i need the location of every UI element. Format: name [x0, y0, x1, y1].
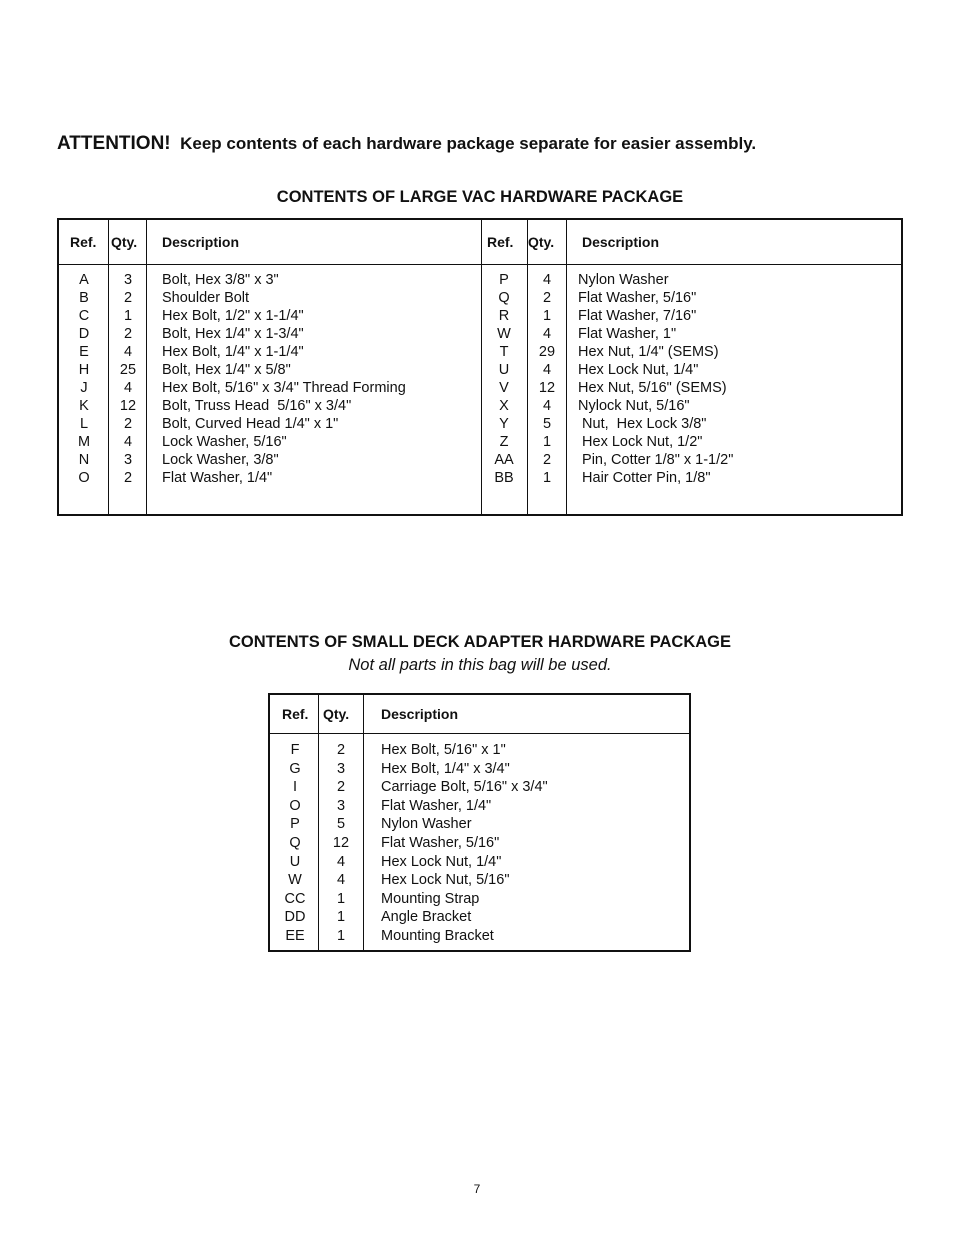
large-left-ref: H: [78, 362, 90, 378]
large-left-description: Lock Washer, 5/16": [162, 434, 287, 450]
small-row-description: Flat Washer, 1/4": [381, 797, 492, 814]
small-header-ref: Ref.: [282, 706, 309, 722]
large-right-qty: 4: [542, 272, 552, 288]
large-right-ref: Y: [499, 416, 509, 432]
large-right-description: Hex Nut, 5/16" (SEMS): [578, 380, 727, 396]
large-left-description: Hex Bolt, 5/16" x 3/4" Thread Forming: [162, 380, 406, 396]
large-right-column: [482, 271, 526, 487]
large-left-qty: 2: [123, 416, 133, 432]
large-right-qty: 12: [538, 380, 556, 396]
large-left-description: Hex Bolt, 1/4" x 1-1/4": [162, 344, 304, 360]
attention-text: Keep contents of each hardware package separate for easier assembly.: [180, 134, 757, 153]
large-left-qty: 4: [123, 380, 133, 396]
large-right-qty: 4: [542, 398, 552, 414]
large-left-column: [110, 271, 146, 487]
large-package-table: [57, 218, 903, 516]
small-row-qty: 4: [336, 872, 346, 889]
large-right-qty: 1: [542, 308, 552, 324]
large-right-ref: V: [499, 380, 509, 396]
large-right-ref: R: [498, 308, 510, 324]
large-left-qty: 3: [123, 272, 133, 288]
small-header-qty: Qty.: [323, 706, 350, 722]
small-package-table: [268, 693, 691, 952]
large-right-column: [528, 271, 566, 487]
large-right-description: Hex Lock Nut, 1/4": [578, 362, 699, 378]
large-left-qty: 2: [123, 290, 133, 306]
large-right-column: [578, 271, 733, 487]
small-row-description: Flat Washer, 5/16": [381, 834, 500, 851]
large-right-description: Hex Nut, 1/4" (SEMS): [578, 344, 719, 360]
large-left-qty: 2: [123, 326, 133, 342]
small-row-ref: DD: [284, 909, 306, 926]
large-right-qty: 1: [542, 434, 552, 450]
large-left-column: [61, 271, 107, 487]
small-row-column: [320, 741, 362, 946]
header-description-right: Description: [582, 234, 660, 250]
large-right-ref: AA: [494, 452, 514, 468]
large-left-qty: 4: [123, 434, 133, 450]
large-right-ref: U: [498, 362, 510, 378]
small-row-column: [381, 741, 548, 946]
small-row-qty: 4: [336, 853, 346, 870]
small-row-description: Carriage Bolt, 5/16" x 3/4": [381, 779, 548, 796]
large-right-qty: 2: [542, 290, 552, 306]
small-row-ref: CC: [284, 890, 306, 907]
large-right-description: Flat Washer, 5/16": [578, 290, 697, 306]
large-left-ref: D: [78, 326, 90, 342]
small-row-description: Mounting Bracket: [381, 927, 494, 944]
small-row-ref: I: [292, 779, 298, 796]
small-row-description: Hex Lock Nut, 1/4": [381, 853, 502, 870]
large-left-ref: E: [79, 344, 89, 360]
large-right-description: Flat Washer, 7/16": [578, 308, 697, 324]
small-row-qty: 3: [336, 797, 346, 814]
large-left-ref: N: [78, 452, 90, 468]
small-row-qty: 2: [336, 742, 346, 758]
small-row-description: Nylon Washer: [381, 816, 472, 833]
small-row-description: Mounting Strap: [381, 890, 480, 907]
header-ref-right: Ref.: [487, 234, 514, 250]
large-right-description: Nylon Washer: [578, 272, 669, 288]
header-qty-left: Qty.: [111, 234, 138, 250]
small-row-qty: 12: [332, 834, 350, 851]
large-left-description: Bolt, Curved Head 1/4" x 1": [162, 416, 339, 432]
small-row-description: Hex Bolt, 1/4" x 3/4": [381, 760, 510, 777]
small-row-description: Angle Bracket: [381, 909, 472, 926]
small-row-description: Hex Bolt, 5/16" x 1": [381, 742, 506, 758]
large-left-ref: K: [79, 398, 89, 414]
header-ref-left: Ref.: [70, 234, 97, 250]
large-left-qty: 12: [119, 398, 137, 414]
large-left-description: Bolt, Hex 1/4" x 1-3/4": [162, 326, 304, 342]
small-row-ref: Q: [289, 834, 301, 851]
large-right-description: Nut, Hex Lock 3/8": [578, 416, 707, 432]
large-left-qty: 1: [123, 308, 133, 324]
attention-lead: ATTENTION!: [57, 133, 171, 154]
large-right-description: Nylock Nut, 5/16": [578, 398, 690, 414]
large-right-qty: 2: [542, 452, 552, 468]
small-row-ref: W: [288, 872, 302, 889]
small-header-description: Description: [381, 706, 459, 722]
small-row-ref: F: [290, 742, 300, 758]
large-left-ref: O: [78, 470, 90, 486]
small-row-qty: 5: [336, 816, 346, 833]
large-right-description: Hair Cotter Pin, 1/8": [578, 470, 711, 486]
header-description-left: Description: [162, 234, 240, 250]
large-left-ref: A: [79, 272, 89, 288]
small-row-qty: 1: [336, 927, 346, 944]
large-left-qty: 3: [123, 452, 133, 468]
large-left-description: Lock Washer, 3/8": [162, 452, 279, 468]
large-left-qty: 25: [119, 362, 137, 378]
small-package-subtitle: Not all parts in this bag will be used.: [348, 656, 612, 674]
small-row-ref: P: [290, 816, 300, 833]
small-row-description: Hex Lock Nut, 5/16": [381, 872, 510, 889]
large-right-ref: P: [499, 272, 509, 288]
large-left-ref: J: [80, 380, 88, 396]
large-right-ref: BB: [494, 470, 514, 486]
large-left-description: Hex Bolt, 1/2" x 1-1/4": [162, 308, 304, 324]
small-row-qty: 3: [336, 760, 346, 777]
large-left-description: Bolt, Hex 1/4" x 5/8": [162, 362, 291, 378]
large-left-ref: B: [79, 290, 89, 306]
small-row-ref: G: [289, 760, 301, 777]
attention-notice: [57, 133, 756, 155]
small-row-ref: O: [289, 797, 301, 814]
small-row-ref: U: [289, 853, 301, 870]
large-right-qty: 5: [542, 416, 552, 432]
large-right-ref: T: [499, 344, 509, 360]
large-left-qty: 2: [123, 470, 133, 486]
small-row-qty: 2: [336, 779, 346, 796]
large-left-ref: L: [79, 416, 89, 432]
large-left-description: Bolt, Truss Head 5/16" x 3/4": [162, 398, 352, 414]
header-qty-right: Qty.: [528, 234, 555, 250]
small-row-qty: 1: [336, 890, 346, 907]
large-right-ref: Z: [499, 434, 509, 450]
small-row-ref: EE: [285, 927, 305, 944]
large-left-ref: C: [78, 308, 90, 324]
large-right-qty: 4: [542, 326, 552, 342]
large-left-description: Bolt, Hex 3/8" x 3": [162, 272, 279, 288]
small-package-title: CONTENTS OF SMALL DECK ADAPTER HARDWARE PACKAGE: [228, 633, 732, 651]
large-right-description: Flat Washer, 1": [578, 326, 677, 342]
small-row-qty: 1: [336, 909, 346, 926]
large-right-qty: 4: [542, 362, 552, 378]
large-right-ref: W: [497, 326, 511, 342]
small-row-column: [272, 741, 318, 946]
large-left-description: Shoulder Bolt: [162, 290, 250, 306]
page-number: 7: [473, 1182, 481, 1196]
large-right-description: Hex Lock Nut, 1/2": [578, 434, 703, 450]
large-left-column: [162, 271, 406, 487]
large-right-ref: X: [499, 398, 509, 414]
large-package-title: CONTENTS OF LARGE VAC HARDWARE PACKAGE: [276, 188, 684, 206]
large-right-ref: Q: [498, 290, 510, 306]
large-left-ref: M: [77, 434, 91, 450]
large-right-description: Pin, Cotter 1/8" x 1-1/2": [578, 452, 734, 468]
large-left-qty: 4: [123, 344, 133, 360]
large-right-qty: 1: [542, 470, 552, 486]
large-right-qty: 29: [538, 344, 556, 360]
large-left-description: Flat Washer, 1/4": [162, 470, 273, 486]
